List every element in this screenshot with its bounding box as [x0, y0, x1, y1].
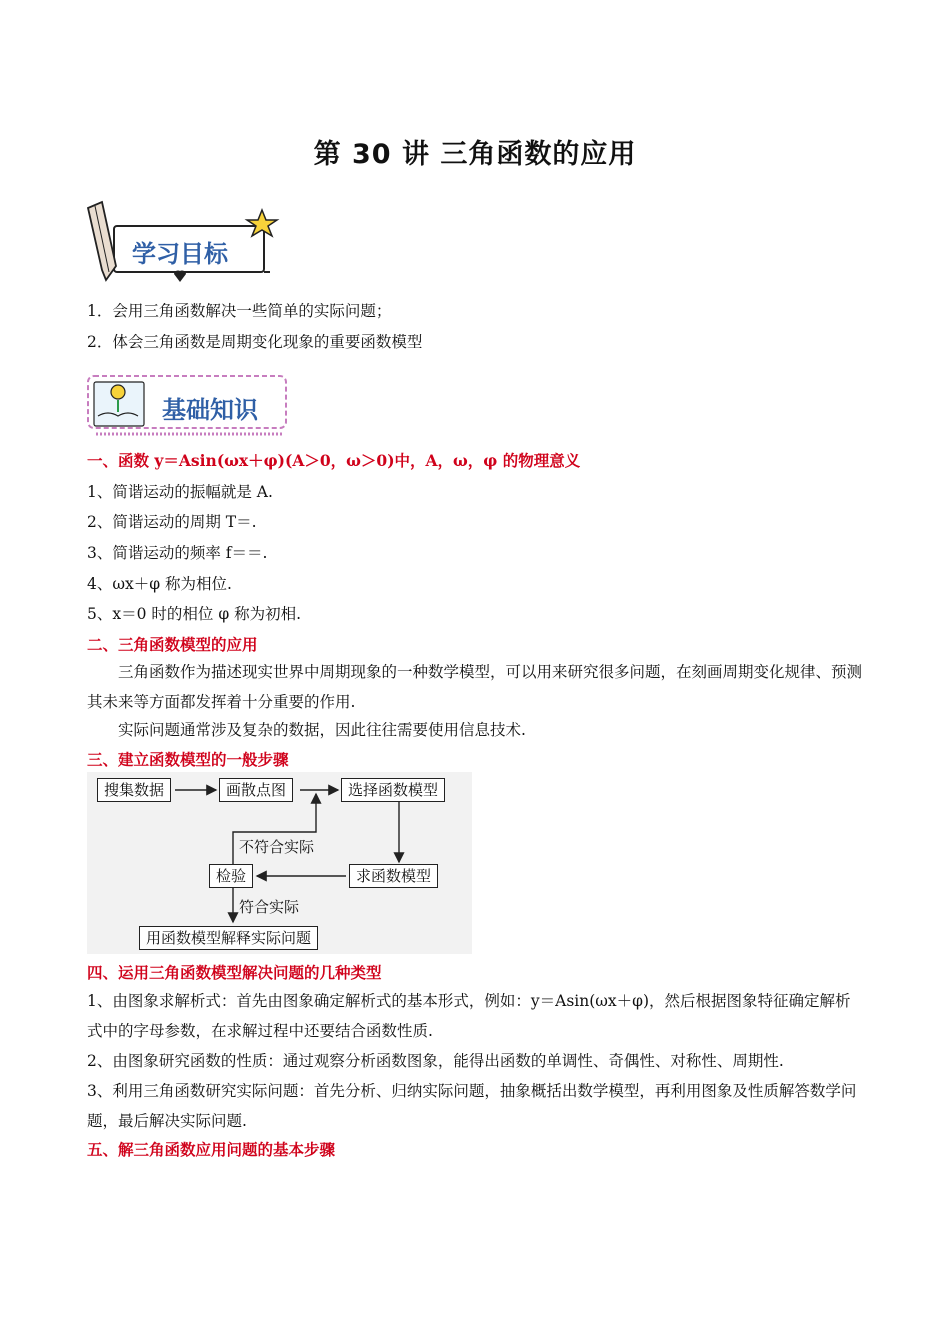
list-item: 4、ωx＋φ 称为相位. [87, 575, 232, 593]
list-item: 1、简谐运动的振幅就是 A. [87, 483, 273, 501]
flow-check-box: 检验 [209, 864, 253, 888]
flow-fit-label: 符合实际 [239, 898, 300, 916]
knowledge-badge [86, 372, 292, 442]
section-heading: 一、函数 y＝Asin(ωx＋φ)(A＞0，ω＞0)中，A，ω，φ 的物理意义 [87, 451, 581, 470]
flow-explain-box: 用函数模型解释实际问题 [139, 926, 318, 950]
knowledge-badge-label: 基础知识 [162, 396, 258, 424]
flow-collect-box: 搜集数据 [97, 778, 171, 802]
list-item: 1、由图象求解析式：首先由图象确定解析式的基本形式，例如：y＝Asin(ωx＋φ)，然后根据图象特征确定解析式中的字母参数，在求解过程中还要结合函数性质. [87, 992, 851, 1040]
flowchart [87, 772, 472, 954]
page-title: 第 30 讲 三角函数的应用 [313, 139, 637, 170]
flow-not-fit-label: 不符合实际 [239, 838, 315, 856]
goal-item: 2．体会三角函数是周期变化现象的重要函数模型 [87, 333, 423, 351]
list-item: 3、简谐运动的频率 f＝＝. [87, 544, 268, 562]
section-heading: 三、建立函数模型的一般步骤 [87, 750, 289, 769]
list-item: 5、x＝0 时的相位 φ 称为初相. [87, 605, 302, 623]
paragraph: 实际问题通常涉及复杂的数据，因此往往需要使用信息技术. [118, 721, 526, 739]
list-item: 3、利用三角函数研究实际问题：首先分析、归纳实际问题，抽象概括出数学模型，再利用图象及性质解答数学问题，最后解决实际问题. [87, 1082, 857, 1130]
section-heading: 五、解三角函数应用问题的基本步骤 [87, 1140, 336, 1159]
goals-badge-label: 学习目标 [132, 240, 228, 268]
flow-choose-box: 选择函数模型 [341, 778, 445, 802]
section-heading: 四、运用三角函数模型解决问题的几种类型 [87, 963, 382, 982]
section-heading: 二、三角函数模型的应用 [87, 635, 258, 654]
paragraph: 三角函数作为描述现实世界中周期现象的一种数学模型，可以用来研究很多问题，在刻画周期变化规律、预测其未来等方面都发挥着十分重要的作用. [87, 663, 863, 711]
list-item: 2、简谐运动的周期 T＝. [87, 513, 257, 531]
list-item: 2、由图象研究函数的性质：通过观察分析函数图象，能得出函数的单调性、奇偶性、对称性、周期性. [87, 1052, 784, 1070]
flow-scatter-box: 画散点图 [219, 778, 293, 802]
flow-solve-box: 求函数模型 [349, 864, 438, 888]
goal-item: 1．会用三角函数解决一些简单的实际问题； [87, 302, 392, 320]
goals-badge [84, 198, 284, 286]
